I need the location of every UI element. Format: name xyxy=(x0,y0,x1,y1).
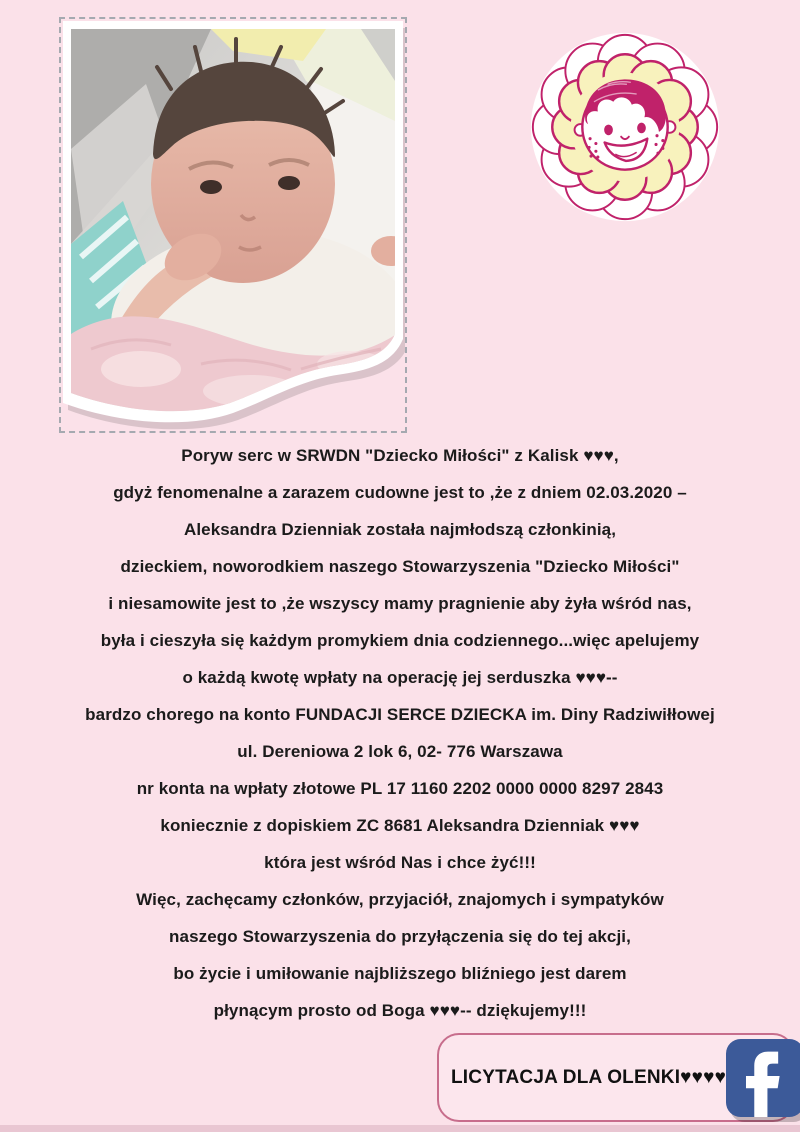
appeal-line: o każdą kwotę wpłaty na operację jej serduszka ♥♥♥-- xyxy=(182,668,618,687)
baby-photo-illustration xyxy=(61,19,405,430)
auction-banner[interactable] xyxy=(437,1033,795,1122)
appeal-line: dzieckiem, noworodkiem naszego Stowarzyszenia "Dziecko Miłości" xyxy=(120,557,680,576)
appeal-line-address: ul. Dereniowa 2 lok 6, 02- 776 Warszawa xyxy=(237,742,563,761)
appeal-line: Więc, zachęcamy członków, przyjaciół, znajomych i sympatyków xyxy=(136,890,664,909)
appeal-line-transfer-title: koniecznie z dopiskiem ZC 8681 Aleksandra Dzienniak ♥♥♥ xyxy=(160,816,640,835)
appeal-line: bardzo chorego na konto FUNDACJI SERCE DZIECKA im. Diny Radziwiłłowej xyxy=(85,705,715,724)
baby-photo xyxy=(59,17,407,433)
appeal-text xyxy=(0,437,800,1029)
appeal-line: Poryw serc w SRWDN "Dziecko Miłości" z Kalisk ♥♥♥, xyxy=(181,446,619,465)
page-bottom-edge xyxy=(0,1125,800,1132)
appeal-line: Aleksandra Dzienniak została najmłodszą członkinią, xyxy=(183,520,617,539)
appeal-line: płynącym prosto od Boga ♥♥♥-- dziękujemy!!! xyxy=(213,1001,587,1020)
appeal-line: gdyż fenomenalne a zarazem cudowne jest to ,że z dniem 02.03.2020 – xyxy=(113,483,687,502)
appeal-line: która jest wśród Nas i chce żyć!!! xyxy=(264,853,536,872)
facebook-icon[interactable] xyxy=(726,1039,800,1117)
flower-face-icon xyxy=(528,30,722,224)
appeal-line: naszego Stowarzyszenia do przyłączenia się do tej akcji, xyxy=(169,927,631,946)
appeal-line: bo życie i umiłowanie najbliższego bliźniego jest darem xyxy=(173,964,627,983)
appeal-line: była i cieszyła się każdym promykiem dnia codziennego...więc apelujemy xyxy=(100,631,700,650)
appeal-line: i niesamowite jest to ,że wszyscy mamy pragnienie aby żyła wśród nas, xyxy=(108,594,692,613)
organization-logo xyxy=(528,30,722,224)
appeal-line-account-number: nr konta na wpłaty złotowe PL 17 1160 2202 0000 0000 8297 2843 xyxy=(136,779,664,798)
auction-banner-label: LICYTACJA DLA OLENKI♥♥♥♥ xyxy=(451,1066,727,1088)
